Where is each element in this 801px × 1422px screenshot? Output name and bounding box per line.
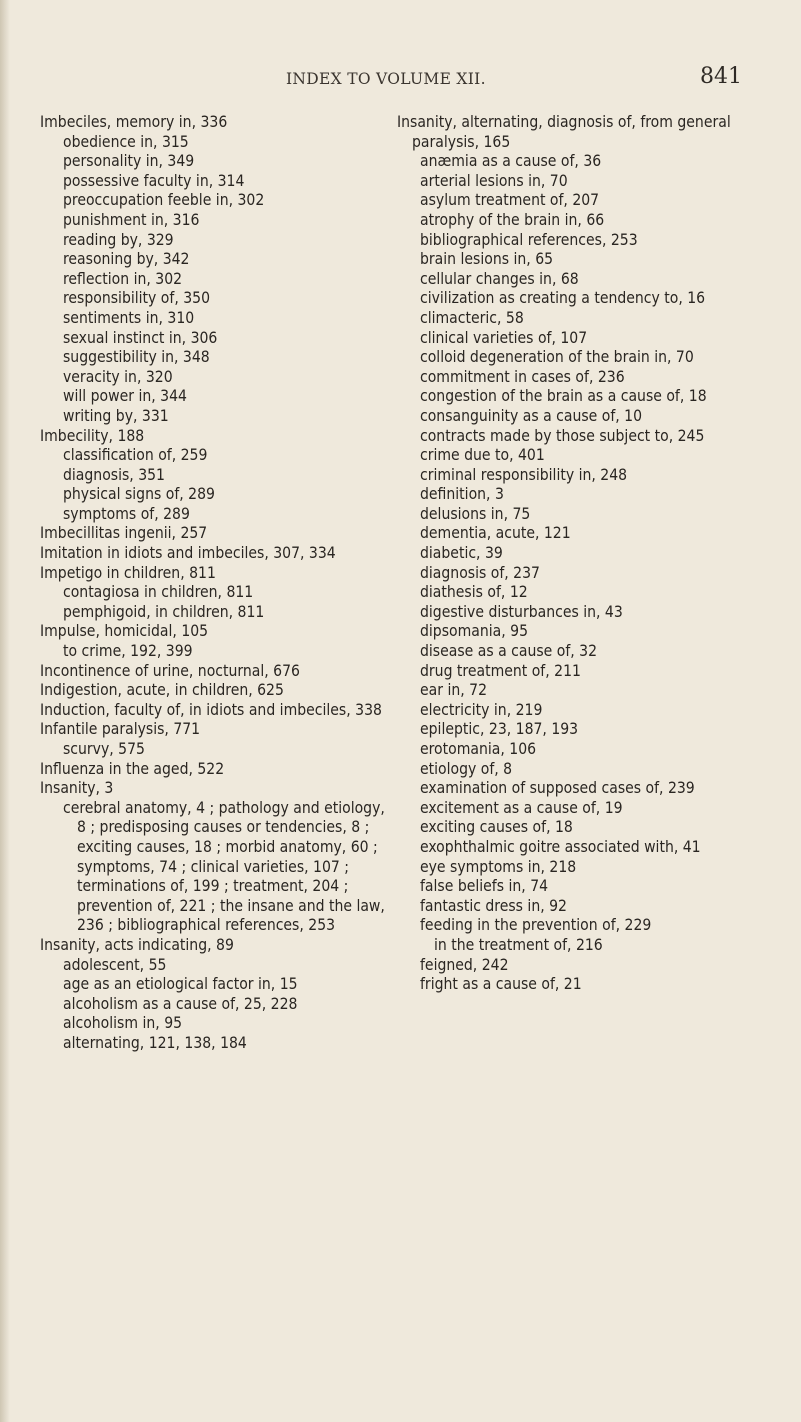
page-header — [0, 64, 801, 94]
index-subentry: colloid degeneration of the brain in, 70 — [420, 348, 694, 367]
index-subentry: personality in, 349 — [63, 152, 195, 171]
index-subentry: consanguinity as a cause of, 10 — [420, 406, 643, 425]
index-heading-entry: Imitation in idiots and imbeciles, 307, 334 — [40, 544, 336, 563]
index-heading-entry: Insanity, 3 — [40, 779, 114, 798]
index-subentry: alternating, 121, 138, 184 — [63, 1033, 247, 1052]
index-subentry: possessive faculty in, 314 — [63, 171, 245, 190]
running-head: INDEX TO VOLUME XII. — [286, 70, 486, 88]
index-subentry: adolescent, 55 — [63, 955, 167, 974]
index-subentry: exciting causes of, 18 — [420, 818, 573, 837]
index-subentry: asylum treatment of, 207 — [420, 191, 600, 210]
index-subentry: physical signs of, 289 — [63, 485, 215, 504]
index-subentry: sexual instinct in, 306 — [63, 328, 218, 347]
index-subentry: alcoholism as a cause of, 25, 228 — [63, 994, 298, 1013]
index-subentry: etiology of, 8 — [420, 759, 513, 778]
index-heading-entry: Infantile paralysis, 771 — [40, 720, 201, 739]
index-subentry: criminal responsibility in, 248 — [420, 465, 628, 484]
index-subentry: preoccupation feeble in, 302 — [63, 191, 265, 210]
index-subentry: obedience in, 315 — [63, 132, 189, 151]
index-subentry: dementia, acute, 121 — [420, 524, 571, 543]
index-subentry: writing by, 331 — [63, 406, 169, 425]
index-subentry: to crime, 192, 399 — [63, 642, 193, 661]
index-heading-entry: Incontinence of urine, nocturnal, 676 — [40, 661, 300, 680]
index-subentry: arterial lesions in, 70 — [420, 171, 568, 190]
index-subentry: veracity in, 320 — [63, 367, 173, 386]
index-subentry: false beliefs in, 74 — [420, 877, 549, 896]
index-subentry: delusions in, 75 — [420, 504, 531, 523]
index-heading-entry: Influenza in the aged, 522 — [40, 759, 225, 778]
index-subentry: diabetic, 39 — [420, 544, 503, 563]
index-subentry: age as an etiological factor in, 15 — [63, 975, 298, 994]
index-heading-entry: Insanity, acts indicating, 89 — [40, 935, 234, 954]
index-subentry: sentiments in, 310 — [63, 308, 195, 327]
index-subentry: cellular changes in, 68 — [420, 269, 579, 288]
index-subentry: in the treatment of, 216 — [434, 935, 603, 954]
index-subentry: bibliographical references, 253 — [420, 230, 638, 249]
index-subentry: definition, 3 — [420, 485, 504, 504]
index-heading-entry: Induction, faculty of, in idiots and imbeciles, 338 — [40, 700, 382, 719]
index-subentry: civilization as creating a tendency to, 16 — [420, 289, 706, 308]
index-subentry: reading by, 329 — [63, 230, 174, 249]
index-heading-entry: Imbecillitas ingenii, 257 — [40, 524, 208, 543]
page-number: 841 — [700, 64, 742, 89]
index-subentry: will power in, 344 — [63, 387, 187, 406]
index-subentry: epileptic, 23, 187, 193 — [420, 720, 579, 739]
index-subentry: reasoning by, 342 — [63, 250, 190, 269]
index-subentry: brain lesions in, 65 — [420, 250, 554, 269]
index-subentry: atrophy of the brain in, 66 — [420, 210, 605, 229]
index-subentry: responsibility of, 350 — [63, 289, 211, 308]
index-subentry: commitment in cases of, 236 — [420, 367, 625, 386]
index-subentry: disease as a cause of, 32 — [420, 642, 598, 661]
index-column-right — [397, 113, 777, 995]
index-subentry: alcoholism in, 95 — [63, 1014, 183, 1033]
index-subentry: drug treatment of, 211 — [420, 661, 581, 680]
index-subentry: suggestibility in, 348 — [63, 348, 210, 367]
index-subentry: fantastic dress in, 92 — [420, 896, 567, 915]
index-subentry: diathesis of, 12 — [420, 583, 528, 602]
index-subentry: erotomania, 106 — [420, 740, 537, 758]
index-subentry: anæmia as a cause of, 36 — [420, 152, 602, 171]
index-subentry: climacteric, 58 — [420, 308, 524, 327]
index-subentry: contagiosa in children, 811 — [63, 583, 254, 602]
index-heading-entry: Impetigo in children, 811 — [40, 563, 216, 582]
index-subentry: feeding in the prevention of, 229 — [420, 916, 652, 935]
index-subentry: scurvy, 575 — [63, 740, 145, 758]
index-subentry: diagnosis, 351 — [63, 465, 165, 484]
index-subentry: symptoms of, 289 — [63, 504, 190, 523]
index-heading-entry: Imbeciles, memory in, 336 — [40, 113, 228, 131]
index-subentry: crime due to, 401 — [420, 446, 545, 465]
index-heading-entry: Indigestion, acute, in children, 625 — [40, 681, 284, 700]
index-subentry: punishment in, 316 — [63, 210, 200, 229]
index-subentry: reflection in, 302 — [63, 269, 183, 288]
index-subentry: clinical varieties of, 107 — [420, 328, 588, 347]
index-subentry: cerebral anatomy, 4 ; pathology and etiology, 8 ; predisposing causes or tendencies, 8 ; exciting causes, 18 ; morbid anatomy, 60 ; symptoms, 74 ; clinical varieties, 107 ; terminations of, 199 ; treatment, 204 ; prevention of, 221 ; the insane and the law, 236 ; bibliographical references, 253 — [63, 798, 385, 935]
index-subentry: exophthalmic goitre associated with, 41 — [420, 837, 701, 856]
index-subentry: ear in, 72 — [420, 681, 487, 700]
index-subentry: congestion of the brain as a cause of, 18 — [420, 387, 707, 406]
index-heading-entry: Insanity, alternating, diagnosis of, from general paralysis, 165 — [397, 113, 731, 151]
index-subentry: pemphigoid, in children, 811 — [63, 602, 265, 621]
index-subentry: digestive disturbances in, 43 — [420, 602, 623, 621]
index-subentry: dipsomania, 95 — [420, 622, 529, 641]
index-subentry: classification of, 259 — [63, 446, 208, 465]
index-subentry: contracts made by those subject to, 245 — [420, 426, 705, 445]
index-heading-entry: Imbecility, 188 — [40, 426, 145, 445]
index-subentry: diagnosis of, 237 — [420, 563, 540, 582]
index-subentry: excitement as a cause of, 19 — [420, 798, 623, 817]
index-subentry: fright as a cause of, 21 — [420, 975, 582, 994]
index-subentry: eye symptoms in, 218 — [420, 857, 577, 876]
index-heading-entry: Impulse, homicidal, 105 — [40, 622, 209, 641]
page-edge — [0, 0, 10, 1422]
index-subentry: examination of supposed cases of, 239 — [420, 779, 695, 798]
index-column-left — [40, 113, 390, 1054]
index-subentry: feigned, 242 — [420, 955, 509, 974]
index-subentry: electricity in, 219 — [420, 700, 543, 719]
